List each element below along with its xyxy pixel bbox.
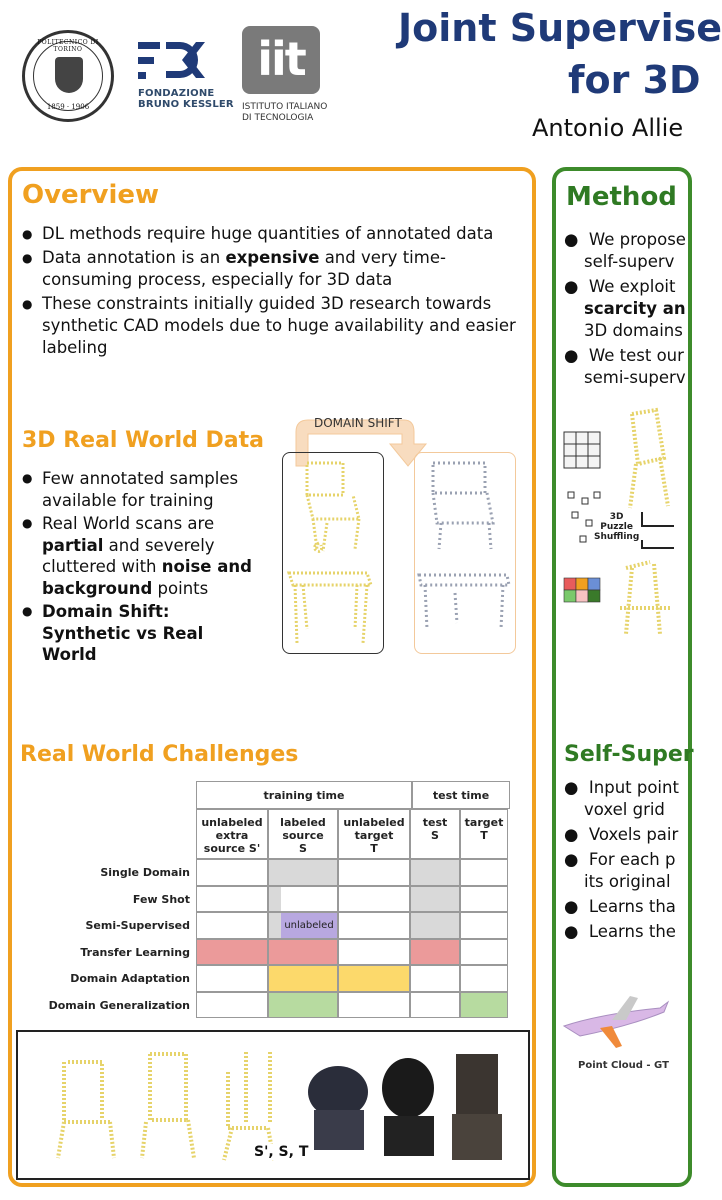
overview-bullet: ● These constraints initially guided 3D research towards synthetic CAD models due to huge availability and easier labeling: [22, 293, 522, 359]
iit-logo: iit: [242, 26, 320, 94]
synthetic-models-box: [282, 452, 384, 654]
column-header-line: test: [422, 816, 448, 829]
overview-heading: Overview: [22, 180, 160, 210]
self-supervised-bullet: ● For each p: [564, 850, 676, 869]
column-header-line: T: [480, 829, 488, 842]
politecnico-logo: [22, 30, 114, 122]
column-header-line: target: [354, 829, 394, 842]
overview-bullet: ● DL methods require huge quantities of annotated data: [22, 223, 522, 245]
politecnico-crest-icon: [55, 57, 83, 93]
challenges-table: [196, 781, 510, 1023]
column-header-line: source: [282, 829, 324, 842]
iit-logo-line1: ISTITUTO ITALIANO: [242, 102, 328, 112]
fbk-logo-mark: [138, 40, 218, 84]
synthetic-chair-table-icon: [283, 453, 383, 653]
column-header-line: unlabeled: [201, 816, 263, 829]
self-supervised-bullets: ● Input point voxel grid ● Voxels pair ● For each p its original ● Learns tha ● Learns the: [564, 778, 679, 941]
real-scan-chair-table-icon: [415, 453, 515, 653]
poster-title-line2: for 3D: [568, 58, 701, 102]
overview-bullets: [22, 223, 522, 361]
fbk-logo-line1: FONDAZIONE: [138, 88, 215, 99]
politecnico-logo-years: 1859 · 1906: [46, 103, 90, 111]
real-world-data-bullets: [22, 468, 258, 668]
column-header-line: unlabeled: [343, 816, 405, 829]
poster-authors: Antonio Allie: [532, 114, 684, 142]
column-header-line: labeled: [280, 816, 326, 829]
training-time-label: training time: [263, 789, 345, 802]
airplane-point-cloud-image: [560, 992, 674, 1052]
row-label: Semi-Supervised: [85, 919, 190, 932]
method-bullet: ● We test our: [564, 346, 684, 365]
fbk-logo-line2: BRUNO KESSLER: [138, 99, 234, 110]
challenges-heading: Real World Challenges: [20, 742, 299, 767]
column-header-line: extra: [215, 829, 249, 842]
row-label: Transfer Learning: [80, 945, 190, 959]
row-label: Domain Adaptation: [70, 972, 190, 985]
puzzle-label: 3D Puzzle Shuffling: [594, 512, 640, 542]
method-bullet: ● We exploit: [564, 277, 676, 296]
column-header-line: S: [431, 829, 439, 842]
overview-bullet: ● Data annotation is an expensive and very time-consuming process, especially for 3D data: [22, 247, 522, 291]
unlabeled-tag: unlabeled: [281, 913, 337, 938]
method-bullet: ● We propose: [564, 230, 686, 249]
column-header-line: S: [299, 842, 307, 855]
test-time-label: test time: [432, 789, 490, 802]
column-header-line: T: [370, 842, 378, 855]
real-world-bullet: ● Few annotated samples available for training: [22, 468, 258, 511]
politecnico-logo-text: POLITECNICO DI TORINO: [37, 39, 99, 53]
real-world-bullet: ● Domain Shift: Synthetic vs Real World: [22, 601, 258, 666]
self-supervised-bullet: ● Learns the: [564, 922, 676, 941]
method-bullets: ● We propose self-superv ● We exploit scarcity an 3D domains ● We test our semi-superv: [564, 230, 686, 387]
method-heading: Method: [566, 182, 677, 212]
real-world-data-heading: 3D Real World Data: [22, 428, 264, 453]
column-header-line: source S': [203, 842, 261, 855]
row-label: Few Shot: [132, 892, 190, 906]
real-world-bullet: ● Real World scans are partial and severely cluttered with noise and background points: [22, 513, 258, 599]
column-header-line: target: [464, 816, 504, 829]
point-cloud-label: Point Cloud - GT: [578, 1060, 669, 1071]
poster-title-line1: Joint Supervise: [398, 6, 722, 50]
self-supervised-bullet: ● Voxels pair: [564, 825, 679, 844]
self-supervised-bullet: ● Input point: [564, 778, 679, 797]
iit-logo-line2: DI TECNOLOGIA: [242, 113, 314, 123]
self-supervised-bullet: ● Learns tha: [564, 897, 676, 916]
strip-label: S', S, T: [248, 1144, 314, 1160]
real-scans-box: [414, 452, 516, 654]
self-supervised-heading: Self-Super: [564, 742, 694, 767]
domain-shift-label: DOMAIN SHIFT: [314, 416, 402, 430]
row-label: Domain Generalization: [48, 998, 190, 1012]
row-label: Single Domain: [100, 866, 190, 879]
